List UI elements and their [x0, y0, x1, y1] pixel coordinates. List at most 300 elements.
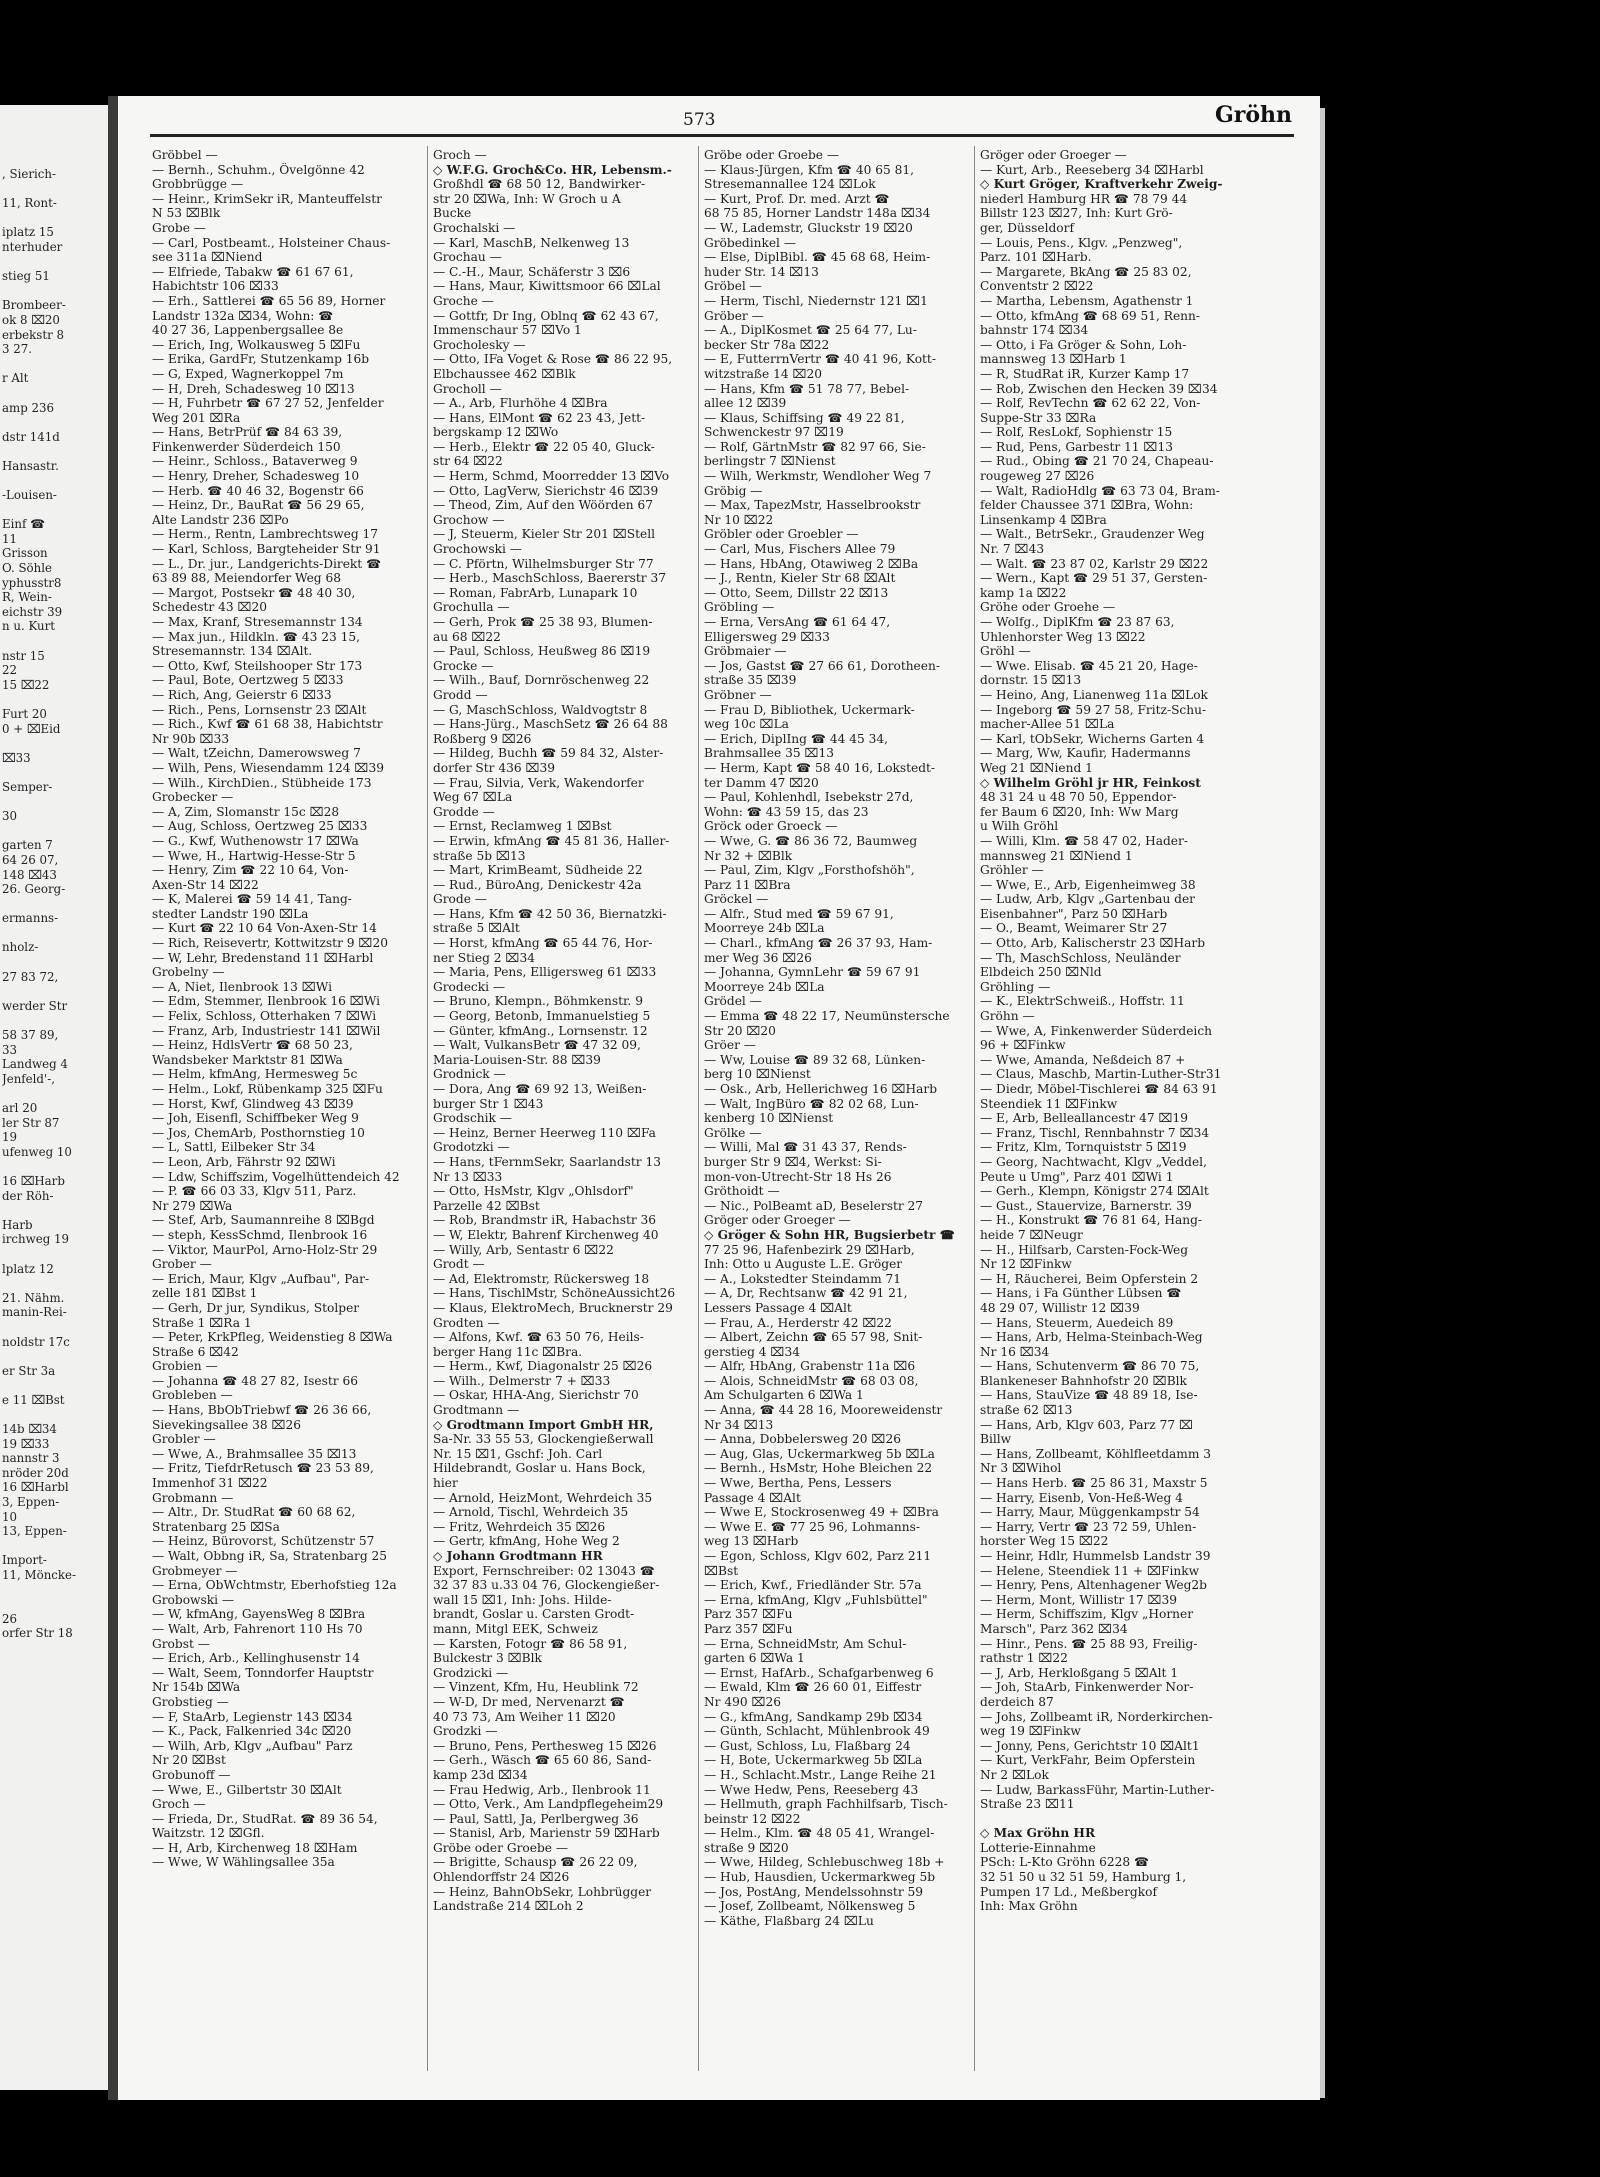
directory-entry-line: — Wwe. Elisab. ☎ 45 21 20, Hage- — [980, 658, 1198, 673]
directory-entry-line: — H., Konstrukt ☎ 76 81 64, Hang- — [980, 1213, 1202, 1228]
directory-entry-line: Stresemannallee 124 ⌧Lok — [704, 177, 876, 192]
directory-entry-line: Grodtmann — — [433, 1403, 520, 1418]
blank-line — [2, 926, 108, 941]
directory-entry-line: er Str 3a — [2, 1363, 56, 1378]
directory-entry-line: Nr 490 ⌧26 — [704, 1694, 782, 1709]
directory-entry-line: — Heinr., KrimSekr iR, Manteuffelstr — [152, 191, 382, 206]
directory-entry-line: — Heino, Ang, Lianenweg 11a ⌧Lok — [980, 687, 1208, 702]
directory-entry-line: — Wwe, Amanda, Neßdeich 87 + — [980, 1052, 1186, 1067]
directory-entry-line: — Wilh, Pens, Wiesendamm 124 ⌧39 — [152, 760, 384, 775]
directory-entry-line: 16 ⌧Harb — [2, 1173, 65, 1188]
directory-entry-line: 22 — [2, 663, 18, 678]
directory-entry-line: Landstraße 214 ⌧Loh 2 — [433, 1899, 584, 1914]
directory-entry-line: Grodten — — [433, 1315, 500, 1330]
directory-entry-line: — Arnold, Tischl, Wehrdeich 35 — [433, 1505, 629, 1520]
directory-entry-line: — Willy, Arb, Sentastr 6 ⌧22 — [433, 1242, 614, 1257]
directory-entry-line: — Walt, Arb, Fahrenort 110 Hs 70 — [152, 1621, 363, 1636]
directory-entry-line: — Marg, Ww, Kaufir, Hadermanns — [980, 746, 1191, 761]
directory-entry-line: — Helm., Lokf, Rübenkamp 325 ⌧Fu — [152, 1082, 383, 1096]
directory-entry-line: 40 73 73, Am Weiher 11 ⌧20 — [433, 1709, 616, 1724]
directory-entry-line: — Ewald, Klm ☎ 26 60 01, Eiffestr — [704, 1680, 922, 1695]
directory-entry-line: — Herm., Rentn, Lambrechtsweg 17 — [152, 527, 379, 542]
directory-entry-line: kamp 23d ⌧34 — [433, 1767, 528, 1782]
directory-entry-line: ◇ Max Gröhn HR — [980, 1826, 1096, 1841]
directory-entry-line: — A, Zim, Slomanstr 15c ⌧28 — [152, 804, 340, 819]
blank-line — [2, 824, 108, 839]
directory-entry-line: , Sierich- — [2, 167, 56, 181]
directory-entry-line: Bucke — [433, 206, 472, 221]
blank-line — [2, 955, 108, 970]
page-number: 573 — [683, 110, 716, 130]
directory-entry-line: eichstr 39 — [2, 604, 63, 619]
directory-entry-line: — H, Dreh, Schadesweg 10 ⌧13 — [152, 381, 355, 396]
directory-entry-line: — R, StudRat iR, Kurzer Kamp 17 — [980, 366, 1190, 381]
directory-entry-line: Jenfeld'-, — [2, 1071, 55, 1086]
directory-entry-line: Grobecker — — [152, 790, 234, 805]
directory-entry-line: — Erich, Maur, Klgv „Aufbau", Par- — [152, 1271, 370, 1286]
directory-entry-line: Grocholesky — — [433, 337, 526, 352]
directory-entry-line: Wandsbeker Marktstr 81 ⌧Wa — [152, 1052, 343, 1067]
directory-entry-line: rougeweg 27 ⌧26 — [980, 469, 1095, 484]
directory-entry-line: — Herm, Tischl, Niedernstr 121 ⌧1 — [704, 293, 928, 308]
directory-entry-line: 16 ⌧Harbl — [2, 1480, 69, 1495]
directory-entry-line: Elbchaussee 462 ⌧Blk — [433, 366, 576, 381]
directory-entry-line: — Ludw, Arb, Klgv „Gartenbau der — [980, 892, 1196, 907]
book-gutter — [108, 96, 118, 2100]
directory-entry-line: arl 20 — [2, 1101, 38, 1115]
directory-entry-line: — Wilh., Bauf, Dornröschenweg 22 — [433, 673, 650, 688]
directory-entry-line: — Otto, Kwf, Steilshooper Str 173 — [152, 658, 363, 673]
directory-entry-line: — Otto, kfmAng ☎ 68 69 51, Renn- — [980, 308, 1200, 323]
directory-entry-line: Grochau — — [433, 250, 502, 265]
directory-entry-line: — Henry, Zim ☎ 22 10 64, Von- — [152, 863, 349, 878]
directory-entry-line: — Wilh., Delmerstr 7 + ⌧33 — [433, 1373, 611, 1388]
directory-entry-line: Gröhn — — [980, 1009, 1035, 1024]
directory-entry-line: 26 — [2, 1611, 18, 1626]
directory-entry-line: — Helm., Klm. ☎ 48 05 41, Wrangel- — [704, 1826, 935, 1841]
directory-entry-line: — Wolfg., DiplKfm ☎ 23 87 63, — [980, 615, 1175, 629]
directory-entry-line: Parz 357 ⌧Fu — [704, 1607, 793, 1622]
directory-entry-line: Grobelny — — [152, 965, 225, 980]
directory-entry-line: — Anna, Dobbelersweg 20 ⌧26 — [704, 1432, 901, 1447]
directory-entry-line: Moorreye 24b ⌧La — [704, 921, 825, 936]
directory-entry-line: Furt 20 — [2, 706, 47, 721]
blank-line — [2, 182, 108, 197]
directory-entry-line: Nr. 7 ⌧43 — [980, 542, 1045, 557]
directory-entry-line: Alte Landstr 236 ⌧Po — [152, 512, 289, 527]
directory-entry-line: 48 31 24 u 48 70 50, Eppendor- — [980, 790, 1177, 805]
directory-entry-line: — H, Arb, Kirchenweg 18 ⌧Ham — [152, 1840, 358, 1855]
directory-entry-line: — Martha, Lebensm, Agathenstr 1 — [980, 293, 1194, 308]
directory-entry-line: Nr 90b ⌧33 — [152, 731, 230, 746]
column-divider — [974, 146, 975, 2071]
directory-entry-line: — Klaus, Schiffsing ☎ 49 22 81, — [704, 410, 905, 425]
directory-entry-line: — Bruno, Pens, Perthesweg 15 ⌧26 — [433, 1738, 657, 1753]
directory-entry-line: — Heinz, Bürovorst, Schützenstr 57 — [152, 1534, 375, 1549]
directory-entry-line: Nr 279 ⌧Wa — [152, 1198, 233, 1213]
directory-entry-line: — Rud, Pens, Garbestr 11 ⌧13 — [980, 439, 1173, 454]
directory-entry-line: beinstr 12 ⌧22 — [704, 1811, 801, 1826]
directory-entry-line: weg 13 ⌧Harb — [704, 1534, 799, 1549]
directory-entry-line: — Gust, Schloss, Lu, Flaßbarg 24 — [704, 1738, 911, 1753]
directory-entry-line: Immenhof 31 ⌧22 — [152, 1476, 268, 1491]
directory-entry-line: Grobbrügge — — [152, 177, 244, 192]
directory-entry-line: — Karl, Schloss, Bargteheider Str 91 — [152, 542, 381, 557]
directory-entry-line: — Heinz, Berner Heerweg 110 ⌧Fa — [433, 1125, 656, 1140]
directory-entry-line: — Hildeg, Buchh ☎ 59 84 32, Alster- — [433, 746, 664, 761]
directory-entry-line: — W-D, Dr med, Nervenarzt ☎ — [433, 1694, 625, 1709]
directory-entry-line: gerstieg 4 ⌧34 — [704, 1344, 800, 1359]
directory-entry-line: — Brigitte, Schausp ☎ 26 22 09, — [433, 1855, 638, 1870]
directory-entry-line: allee 12 ⌧39 — [704, 396, 787, 411]
directory-entry-line: — Osk., Arb, Hellerichweg 16 ⌧Harb — [704, 1082, 938, 1096]
directory-entry-line: Gröbner — — [704, 687, 772, 702]
blank-line — [2, 473, 108, 488]
blank-line — [2, 255, 108, 270]
directory-entry-line: Steendiek 11 ⌧Finkw — [980, 1096, 1118, 1111]
directory-entry-line: Nr 3 ⌧Wihol — [980, 1461, 1062, 1476]
directory-entry-line: — Herm, Schiffszim, Klgv „Horner — [980, 1607, 1194, 1622]
directory-entry-line: n u. Kurt — [2, 619, 55, 634]
directory-entry-line: Gröbe oder Groebe — — [704, 148, 840, 162]
directory-entry-line: Grobien — — [152, 1359, 218, 1374]
directory-entry-line: Marsch", Parz 362 ⌧34 — [980, 1621, 1128, 1636]
directory-entry-line: — Paul, Bote, Oertzweg 5 ⌧33 — [152, 673, 344, 688]
directory-entry-line: Axen-Str 14 ⌧22 — [152, 877, 259, 892]
directory-entry-line: — Carl, Postbeamt., Holsteiner Chaus- — [152, 235, 391, 250]
blank-line — [2, 1597, 108, 1612]
blank-line — [2, 444, 108, 459]
directory-entry-line: e 11 ⌧Bst — [2, 1392, 65, 1407]
directory-entry-line: Nr 2 ⌧Lok — [980, 1767, 1049, 1782]
directory-entry-line: Gröhler — — [980, 863, 1044, 878]
directory-entry-line: werder Str — [2, 998, 68, 1013]
directory-entry-line: — Wwe, E., Gilbertstr 30 ⌧Alt — [152, 1782, 342, 1797]
directory-entry-line: — Hans Herb. ☎ 25 86 31, Maxstr 5 — [980, 1476, 1208, 1491]
directory-entry-line: mer Weg 36 ⌧26 — [704, 950, 812, 965]
directory-entry-line: rathstr 1 ⌧22 — [980, 1651, 1068, 1666]
directory-entry-line: — Herb., MaschSchloss, Baererstr 37 — [433, 571, 667, 586]
directory-entry-line: erbekstr 8 — [2, 327, 64, 342]
directory-entry-line: Grödel — — [704, 994, 762, 1009]
directory-entry-line: Uhlenhorster Weg 13 ⌧22 — [980, 629, 1146, 644]
directory-entry-line: Parz. 101 ⌧Harb. — [980, 250, 1092, 265]
directory-entry-line: — Johs, Zollbeamt iR, Norderkirchen- — [980, 1709, 1213, 1724]
directory-entry-line: — Wwe, Hildeg, Schlebuschweg 18b + — [704, 1855, 945, 1870]
directory-entry-line: mann, Mitgl EEK, Schweiz — [433, 1621, 598, 1636]
directory-entry-line: — Otto, i Fa Gröger & Sohn, Loh- — [980, 337, 1187, 352]
directory-entry-line: — A, Dr, Rechtsanw ☎ 42 91 21, — [704, 1286, 908, 1301]
directory-entry-line: — Wilh, Arb, Klgv „Aufbau" Parz — [152, 1738, 353, 1753]
directory-entry-line: — G., Kwf, Wuthenowstr 17 ⌧Wa — [152, 833, 359, 848]
directory-entry-line: — Rob, Brandmstr iR, Habachstr 36 — [433, 1213, 657, 1228]
directory-entry-line: Passage 4 ⌧Alt — [704, 1490, 801, 1505]
directory-entry-line: Nr 12 ⌧Finkw — [980, 1257, 1072, 1272]
directory-entry-line: mon-von-Utrecht-Str 18 Hs 26 — [704, 1169, 892, 1184]
directory-entry-line: nröder 20d — [2, 1465, 69, 1480]
directory-entry-line: — Gertr, kfmAng, Hohe Weg 2 — [433, 1534, 620, 1549]
directory-entry-line: — K, Malerei ☎ 59 14 41, Tang- — [152, 892, 352, 907]
directory-entry-line: ner Stieg 2 ⌧34 — [433, 950, 535, 965]
directory-entry-line: — Frieda, Dr., StudRat. ☎ 89 36 54, — [152, 1811, 378, 1826]
directory-entry-line: hier — [433, 1476, 458, 1491]
directory-entry-line: — Günth, Schlacht, Mühlenbrook 49 — [704, 1724, 930, 1739]
directory-entry-line: — Walt, tZeichn, Damerowsweg 7 — [152, 746, 361, 761]
directory-entry-line: kamp 1a ⌧22 — [980, 585, 1067, 600]
directory-entry-line: fer Baum 6 ⌧20, Inh: Ww Marg — [980, 804, 1179, 819]
directory-entry-line: 77 25 96, Hafenbezirk 29 ⌧Harb, — [704, 1242, 915, 1257]
directory-entry-line: berger Hang 11c ⌧Bra. — [433, 1344, 583, 1359]
directory-entry-line: — A., DiplKosmet ☎ 25 64 77, Lu- — [704, 323, 917, 338]
directory-entry-line: Import- — [2, 1553, 47, 1568]
directory-entry-line: stieg 51 — [2, 269, 50, 284]
directory-entry-line: — Hans, Kfm ☎ 51 78 77, Bebel- — [704, 381, 910, 396]
directory-entry-line: 63 89 88, Meiendorfer Weg 68 — [152, 571, 341, 586]
directory-entry-line: — Rich., Kwf ☎ 61 68 38, Habichtstr — [152, 717, 383, 732]
directory-entry-line: Billw — [980, 1432, 1012, 1447]
blank-line — [2, 1320, 108, 1335]
directory-entry-line: Grodd — — [433, 687, 488, 702]
directory-entry-line: — Gerh, Prok ☎ 25 38 93, Blumen- — [433, 615, 653, 629]
directory-entry-line: Brahmsallee 35 ⌧13 — [704, 746, 835, 761]
directory-entry-line: Nr. 15 ⌧1, Gschf: Joh. Carl — [433, 1446, 603, 1461]
directory-entry-line: — H., Schlacht.Mstr., Lange Reihe 21 — [704, 1767, 937, 1782]
directory-entry-line: mannsweg 13 ⌧Harb 1 — [980, 352, 1127, 367]
blank-line — [2, 503, 108, 518]
directory-entry-line: Pumpen 17 Ld., Meßbergkof — [980, 1884, 1157, 1899]
blank-line — [2, 357, 108, 372]
directory-entry-line: — Hans, Schutenverm ☎ 86 70 75, — [980, 1359, 1200, 1374]
directory-entry-line: Grobler — — [152, 1432, 216, 1447]
directory-entry-line: — Edm, Stemmer, Ilenbrook 16 ⌧Wi — [152, 994, 381, 1009]
blank-line — [2, 1583, 108, 1598]
directory-entry-line: — Willi, Mal ☎ 31 43 37, Rends- — [704, 1140, 907, 1155]
directory-entry-line: huder Str. 14 ⌧13 — [704, 264, 819, 279]
directory-entry-line: Nr 20 ⌧Bst — [152, 1753, 226, 1768]
directory-entry-line: Gröbe oder Groebe — — [433, 1840, 569, 1855]
directory-entry-line: 48 29 07, Willistr 12 ⌧39 — [980, 1300, 1140, 1315]
directory-entry-line: r Alt — [2, 371, 29, 386]
directory-entry-line: 11, Möncke- — [2, 1568, 77, 1582]
directory-entry-line: — steph, KessSchmd, Ilenbrook 16 — [152, 1227, 368, 1242]
directory-entry-line: burger Str 9 ⌧4, Werkst: Si- — [704, 1154, 882, 1169]
directory-entry-line: nstr 15 — [2, 648, 45, 663]
directory-entry-line: — Otto, IFa Voget & Rose ☎ 86 22 95, — [433, 352, 673, 367]
directory-entry-line: — Jos, ChemArb, Posthornstieg 10 — [152, 1125, 365, 1140]
directory-entry-line: — Jos, PostAng, Mendelssohnstr 59 — [704, 1884, 924, 1899]
directory-entry-line: — Wwe, Bertha, Pens, Lessers — [704, 1476, 892, 1491]
directory-entry-line: — Helm, kfmAng, Hermesweg 5c — [152, 1067, 358, 1082]
directory-entry-line: Grodzki — — [433, 1724, 498, 1739]
blank-line — [2, 386, 108, 401]
directory-entry-line: — Fritz, Klm, Tornquiststr 5 ⌧19 — [980, 1140, 1187, 1155]
blank-line — [980, 1812, 1250, 1827]
directory-entry-line: horster Weg 15 ⌧22 — [980, 1534, 1109, 1549]
directory-entry-line: — Karl, tObSekr, Wicherns Garten 4 — [980, 731, 1205, 746]
directory-entry-line: — Erna, VersAng ☎ 61 64 47, — [704, 615, 891, 629]
directory-entry-line: heide 7 ⌧Neugr — [980, 1227, 1083, 1242]
directory-entry-line: — Max, Kranf, Stresemannstr 134 — [152, 615, 363, 629]
directory-entry-line: — G., kfmAng, Sandkamp 29b ⌧34 — [704, 1709, 923, 1724]
directory-entry-line: Gröer — — [704, 1038, 756, 1053]
directory-entry-line: 15 ⌧22 — [2, 677, 50, 692]
directory-entry-line: — Emma ☎ 48 22 17, Neumünstersche — [704, 1009, 950, 1024]
directory-entry-line: — Paul, Sattl, Ja, Perlbergweg 36 — [433, 1811, 639, 1826]
directory-entry-line: — Nic., PolBeamt aD, Beselerstr 27 — [704, 1198, 924, 1213]
directory-entry-line: — K., ElektrSchweiß., Hoffstr. 11 — [980, 994, 1185, 1009]
column-divider — [427, 146, 428, 2071]
directory-entry-line: — Herm, Kapt ☎ 58 40 16, Lokstedt- — [704, 760, 936, 775]
directory-entry-line: — Hans, Steuerm, Auedeich 89 — [980, 1315, 1174, 1330]
directory-entry-line: au 68 ⌧22 — [433, 629, 501, 644]
directory-entry-line: — Otto, Arb, Kalischerstr 23 ⌧Harb — [980, 936, 1206, 951]
directory-entry-line: — Else, DiplBibl. ☎ 45 68 68, Heim- — [704, 250, 931, 265]
directory-column-1 — [152, 148, 422, 1870]
directory-entry-line: Grodt — — [433, 1257, 485, 1272]
directory-entry-line: — Horst, Kwf, Glindweg 43 ⌧39 — [152, 1096, 354, 1111]
directory-entry-line: 26. Georg- — [2, 882, 66, 897]
directory-entry-line: Gröthoidt — — [704, 1184, 780, 1199]
directory-entry-line: 3, Eppen- — [2, 1495, 60, 1510]
directory-entry-line: berg 10 ⌧Nienst — [704, 1067, 811, 1082]
blank-line — [2, 765, 108, 780]
directory-entry-line: — Ingeborg ☎ 59 27 58, Fritz-Schu- — [980, 702, 1207, 717]
blank-line — [2, 1407, 108, 1422]
directory-entry-line: Am Schulgarten 6 ⌧Wa 1 — [704, 1388, 864, 1403]
directory-entry-line: straße 35 ⌧39 — [704, 673, 797, 688]
directory-entry-line: — Heinz, HdlsVertr ☎ 68 50 23, — [152, 1038, 353, 1053]
directory-entry-line: — Albert, Zeichn ☎ 65 57 98, Snit- — [704, 1330, 923, 1345]
directory-entry-line: Straße 6 ⌧42 — [152, 1344, 239, 1359]
directory-entry-line: str 64 ⌧22 — [433, 454, 503, 469]
directory-entry-line: — Johanna ☎ 48 27 82, Isestr 66 — [152, 1373, 358, 1388]
blank-line — [2, 984, 108, 999]
header-rule — [150, 134, 1294, 137]
directory-entry-line: — Heinz, BahnObSekr, Lohbrügger — [433, 1884, 652, 1899]
directory-entry-line: — Leon, Arb, Fährstr 92 ⌧Wi — [152, 1154, 336, 1169]
directory-entry-line: — Egon, Schloss, Klgv 602, Parz 211 — [704, 1549, 932, 1563]
directory-entry-line: — Helene, Steendiek 11 + ⌧Finkw — [980, 1563, 1200, 1578]
directory-entry-line: bergskamp 12 ⌧Wo — [433, 425, 559, 440]
directory-entry-line: Grodde — — [433, 804, 495, 819]
directory-entry-line: — Erwin, kfmAng ☎ 45 81 36, Haller- — [433, 833, 670, 848]
blank-line — [2, 634, 108, 649]
directory-entry-line: — Günter, kfmAng., Lornsenstr. 12 — [433, 1023, 648, 1038]
directory-entry-line: — G, Exped, Wagnerkoppel 7m — [152, 366, 344, 381]
directory-entry-line: — Diedr, Möbel-Tischlerei ☎ 84 63 91 — [980, 1082, 1218, 1096]
directory-entry-line: ok 8 ⌧20 — [2, 312, 60, 327]
directory-entry-line: amp 236 — [2, 400, 55, 415]
directory-entry-line: — Vinzent, Kfm, Hu, Heublink 72 — [433, 1680, 639, 1695]
directory-entry-line: — Theod, Zim, Auf den Wöörden 67 — [433, 498, 654, 513]
directory-entry-line: — Herm., Kwf, Diagonalstr 25 ⌧26 — [433, 1359, 653, 1374]
directory-entry-line: garten 6 ⌧Wa 1 — [704, 1651, 805, 1666]
directory-entry-line: Grobmann — — [152, 1490, 234, 1505]
directory-entry-line: — Rich, Reisevertr, Kottwitzstr 9 ⌧20 — [152, 936, 388, 951]
directory-entry-line: weg 19 ⌧Finkw — [980, 1724, 1081, 1739]
directory-entry-line: ger, Düsseldorf — [980, 220, 1074, 235]
directory-entry-line: 96 + ⌧Finkw — [980, 1038, 1066, 1053]
directory-entry-line: Elligersweg 29 ⌧33 — [704, 629, 830, 644]
directory-entry-line: — Henry, Dreher, Schadesweg 10 — [152, 469, 360, 484]
directory-entry-line: — Wilh, Werkmstr, Wendloher Weg 7 — [704, 469, 932, 484]
directory-entry-line: Conventstr 2 ⌧22 — [980, 279, 1094, 294]
directory-entry-line: — Walt., BetrSekr., Graudenzer Weg — [980, 527, 1205, 542]
blank-line — [2, 1086, 108, 1101]
directory-entry-line: Großhdl ☎ 68 50 12, Bandwirker- — [433, 177, 646, 192]
directory-entry-line: — K., Pack, Falkenried 34c ⌧20 — [152, 1724, 352, 1739]
directory-entry-line: nholz- — [2, 940, 39, 955]
directory-entry-line: — O., Beamt, Weimarer Str 27 — [980, 921, 1168, 936]
directory-entry-line: Grochowski — — [433, 542, 522, 557]
directory-entry-line: — Heinr., Schloss., Bataverweg 9 — [152, 454, 358, 469]
directory-entry-line: becker Str 78a ⌧22 — [704, 337, 830, 352]
directory-entry-line: Grisson — [2, 546, 48, 561]
blank-line — [2, 1378, 108, 1393]
directory-entry-line: Grochulla — — [433, 600, 510, 615]
directory-entry-line: — Dora, Ang ☎ 69 92 13, Weißen- — [433, 1082, 647, 1096]
directory-entry-line: dornstr. 15 ⌧13 — [980, 673, 1082, 688]
directory-entry-line: O. Söhle — [2, 561, 53, 576]
directory-entry-line: — Erh., Sattlerei ☎ 65 56 89, Horner — [152, 293, 386, 308]
directory-entry-line: — Josef, Zollbeamt, Nölkensweg 5 — [704, 1899, 916, 1914]
directory-entry-line: 30 — [2, 809, 18, 824]
directory-entry-line: 11 — [2, 531, 18, 546]
directory-entry-line: ⌧Bst — [704, 1563, 739, 1578]
directory-entry-line: — Th, MaschSchloss, Neuländer — [980, 950, 1181, 965]
blank-line — [2, 1539, 108, 1554]
directory-entry-line: Parzelle 42 ⌧Bst — [433, 1198, 540, 1213]
directory-entry-line: -Louisen- — [2, 488, 57, 503]
directory-entry-line: straße 5b ⌧13 — [433, 848, 526, 863]
directory-entry-line: — Ernst, Reclamweg 1 ⌧Bst — [433, 819, 612, 834]
blank-line — [2, 415, 108, 430]
directory-column-4 — [980, 148, 1250, 1914]
directory-entry-line: — Rud., BüroAng, Denickestr 42a — [433, 877, 642, 892]
directory-entry-line: — Herm, Mont, Willistr 17 ⌧39 — [980, 1592, 1178, 1607]
directory-entry-line: — A., Lokstedter Steindamm 71 — [704, 1271, 902, 1286]
directory-entry-line: — Peter, KrkPfleg, Weidenstieg 8 ⌧Wa — [152, 1330, 393, 1345]
directory-entry-line: — J, Steuerm, Kieler Str 201 ⌧Stell — [433, 527, 656, 542]
directory-entry-line: Elbdeich 250 ⌧Nld — [980, 965, 1102, 980]
directory-entry-line: — Hans, Kfm ☎ 42 50 36, Biernatzki- — [433, 906, 667, 921]
directory-entry-line: — Elfriede, Tabakw ☎ 61 67 61, — [152, 264, 354, 279]
directory-entry-line: — Paul, Zim, Klgv „Forsthofshöh", — [704, 863, 915, 878]
directory-entry-line: Grölke — — [704, 1125, 762, 1140]
directory-entry-line: — Max, TapezMstr, Hasselbrookstr — [704, 498, 921, 513]
directory-entry-line: Waitzstr. 12 ⌧Gfl. — [152, 1826, 265, 1841]
directory-entry-line: — Wilh., KirchDien., Stübheide 173 — [152, 775, 372, 790]
directory-entry-line: — Rolf, GärtnMstr ☎ 82 97 66, Sie- — [704, 439, 926, 454]
directory-entry-line: straße 62 ⌧13 — [980, 1403, 1073, 1418]
directory-entry-line: — Bruno, Klempn., Böhmkenstr. 9 — [433, 994, 643, 1009]
directory-entry-line: — Wwe Hedw, Pens, Reeseberg 43 — [704, 1782, 919, 1797]
directory-entry-line: ler Str 87 — [2, 1115, 60, 1130]
directory-entry-line: — Herb. ☎ 40 46 32, Bogenstr 66 — [152, 483, 364, 498]
directory-entry-line: — Fritz, Wehrdeich 35 ⌧26 — [433, 1519, 606, 1534]
directory-entry-line: — Erich, Kwf., Friedländer Str. 57a — [704, 1578, 922, 1593]
directory-entry-line: — Otto, LagVerw, Sierichstr 46 ⌧39 — [433, 483, 659, 498]
directory-entry-line: Immenschaur 57 ⌧Vo 1 — [433, 323, 582, 338]
directory-entry-line: weg 10c ⌧La — [704, 717, 789, 732]
directory-entry-line: Gröbmaier — — [704, 644, 787, 659]
directory-entry-line: — Heinz, Dr., BauRat ☎ 56 29 65, — [152, 498, 365, 513]
directory-entry-line: bahnstr 174 ⌧34 — [980, 323, 1089, 338]
directory-entry-line: irchweg 19 — [2, 1232, 70, 1247]
directory-entry-line: — Käthe, Flaßbarg 24 ⌧Lu — [704, 1913, 874, 1928]
directory-entry-line: — Hans, BbObTriebwf ☎ 26 36 66, — [152, 1403, 372, 1418]
directory-entry-line: Hildebrandt, Goslar u. Hans Bock, — [433, 1461, 646, 1476]
